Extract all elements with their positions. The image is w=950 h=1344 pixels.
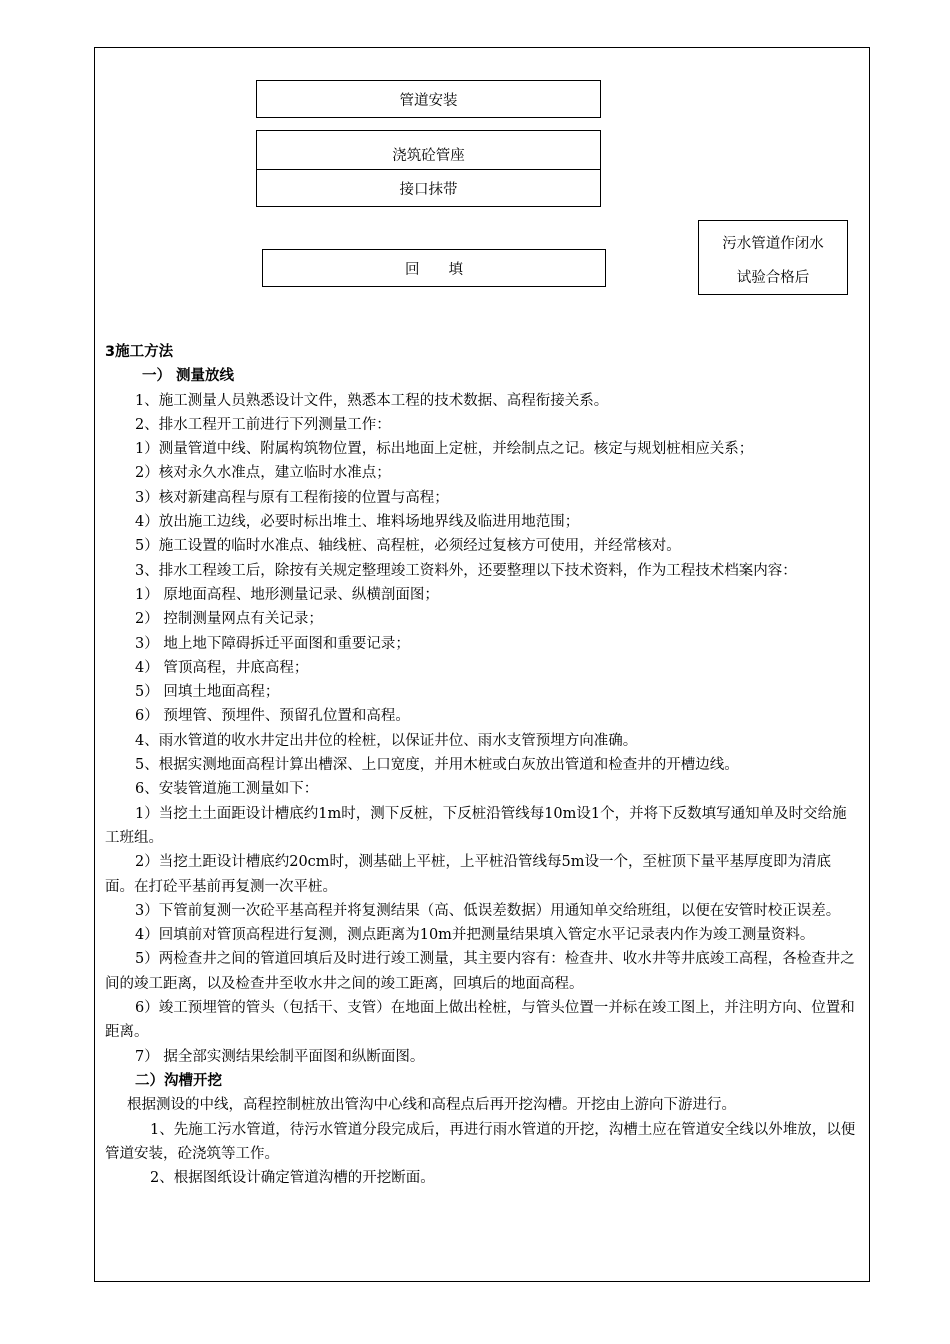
list-item: 1）测量管道中线、附属构筑物位置，标出地面上定桩，并绘制点之记。核定与规划桩相应关系； (135, 441, 754, 458)
paragraph: 2、根据图纸设计确定管道沟槽的开挖断面。 (150, 1170, 435, 1187)
list-item: 7） 据全部实测结果绘制平面图和纵断面图。 (135, 1048, 425, 1065)
flow-label-pipe-install: 管道安装 (399, 92, 458, 109)
flow-box-joint-band (256, 169, 601, 207)
list-item: 3） 地上地下障碍拆迁平面图和重要记录； (135, 635, 410, 652)
list-item: 4）放出施工边线，必要时标出堆土、堆料场地界线及临进用地范围； (135, 514, 580, 531)
paragraph: 4、雨水管道的收水井定出井位的栓桩，以保证井位、雨水支管预埋方向准确。 (135, 732, 638, 749)
list-item: 3）下管前复测一次砼平基高程并将复测结果（高、低误差数据）用通知单交给班组，以便在安管时校正误差。 (135, 902, 841, 919)
paragraph: 1、施工测量人员熟悉设计文件，熟悉本工程的技术数据、高程衔接关系。 (135, 392, 609, 409)
document-body (105, 340, 857, 1190)
list-item: 1）当挖土土面距设计槽底约1m时，测下反桩，下反桩沿管线每10m设1个，并将下反数填写通知单及时交给施工班组。 (105, 805, 847, 846)
paragraph: 6、安装管道施工测量如下： (135, 781, 319, 798)
section-title: 3施工方法 (105, 344, 174, 360)
paragraph: 5、根据实测地面高程计算出槽深、上口宽度，并用木桩或白灰放出管道和检查井的开槽边线。 (135, 757, 739, 774)
list-item: 4）回填前对管顶高程进行复测，测点距离为10m并把测量结果填入管定水平记录表内作为竣工测量资料。 (135, 927, 815, 944)
flow-note-box (698, 220, 848, 295)
flow-box-backfill (262, 249, 606, 287)
paragraph: 3、排水工程竣工后，除按有关规定整理竣工资料外，还要整理以下技术资料，作为工程技术档案内容： (135, 562, 797, 579)
list-item: 1） 原地面高程、地形测量记录、纵横剖面图； (135, 586, 439, 603)
paragraph: 根据测设的中线，高程控制桩放出管沟中心线和高程点后再开挖沟槽。开挖由上游向下游进行。 (127, 1097, 736, 1114)
paragraph: 1、先施工污水管道，待污水管道分段完成后，再进行雨水管道的开挖，沟槽土应在管道安全线以外堆放，以便管道安装，砼浇筑等工作。 (105, 1121, 856, 1162)
list-item: 2）当挖土距设计槽底约20cm时，测基础上平桩，上平桩沿管线每5m设一个，至桩顶下量平基厚度即为清底面。在打砼平基前再复测一次平桩。 (105, 854, 832, 895)
list-item: 2）核对永久水准点，建立临时水准点； (135, 465, 391, 482)
list-item: 6） 预埋管、预埋件、预留孔位置和高程。 (135, 708, 410, 725)
flow-label-pour-base: 浇筑砼管座 (392, 147, 465, 164)
flow-label-joint-band: 接口抹带 (399, 181, 458, 198)
list-item: 5）两检查井之间的管道回填后及时进行竣工测量，其主要内容有：检查井、收水井等井底竣工高程，各检查井之间的竣工距离，以及检查井至收水井之间的竣工距离，回填后的地面高程。 (105, 951, 855, 992)
subsection-title-trench: 二）沟槽开挖 (135, 1072, 222, 1089)
flow-label-backfill: 回 填 (405, 261, 463, 278)
list-item: 6）竣工预埋管的管头（包括干、支管）在地面上做出栓桩，与管头位置一并标在竣工图上，并注明方向、位置和距离。 (105, 1000, 855, 1041)
flow-note-line2: 试验合格后 (736, 270, 810, 286)
paragraph: 2、排水工程开工前进行下列测量工作： (135, 416, 391, 433)
list-item: 2） 控制测量网点有关记录； (135, 611, 323, 628)
subsection-title-survey: 一） 测量放线 (142, 368, 235, 385)
flow-box-pipe-install (256, 80, 601, 118)
flow-note-line1: 污水管道作闭水 (722, 236, 824, 252)
list-item: 5）施工设置的临时水准点、轴线桩、高程桩，必须经过复核方可使用，并经常核对。 (135, 538, 681, 555)
list-item: 4） 管顶高程，井底高程； (135, 659, 309, 676)
list-item: 5） 回填土地面高程； (135, 684, 280, 701)
flow-box-pour-base (256, 130, 601, 170)
list-item: 3）核对新建高程与原有工程衔接的位置与高程； (135, 489, 449, 506)
